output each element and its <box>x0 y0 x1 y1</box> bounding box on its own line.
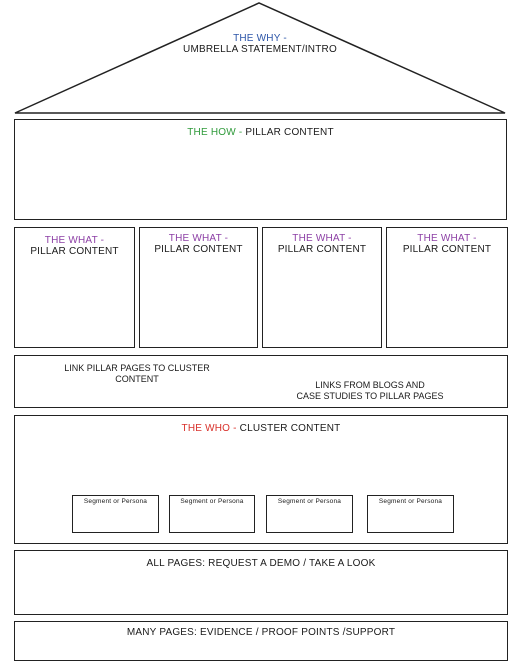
pillar-box-1 <box>14 227 135 348</box>
segment-label: Segment or Persona <box>180 498 244 505</box>
link-left-line2: CONTENT <box>115 373 159 384</box>
how-text: PILLAR CONTENT <box>245 127 334 138</box>
pillar-label: THE WHAT - <box>168 233 229 244</box>
links-box <box>14 355 508 408</box>
many-pages-text: MANY PAGES: EVIDENCE / PROOF POINTS /SUPPORT <box>126 627 396 638</box>
segment-box-1 <box>72 495 159 533</box>
pillar-box-2 <box>139 227 258 348</box>
segment-box-4 <box>367 495 454 533</box>
link-left-text <box>37 363 237 384</box>
who-text: CLUSTER CONTENT <box>239 423 341 434</box>
umbrella-statement: UMBRELLA STATEMENT/INTRO <box>183 44 337 55</box>
segment-label: Segment or Persona <box>378 498 443 505</box>
how-heading: THE HOW <box>187 127 236 138</box>
link-right-line2: CASE STUDIES TO PILLAR PAGES <box>296 390 444 401</box>
pillar-label: THE WHAT - <box>292 233 352 244</box>
pillar-text: PILLAR CONTENT <box>30 246 119 257</box>
who-box <box>14 415 508 544</box>
all-pages-box <box>14 550 508 615</box>
roof-triangle <box>15 3 505 113</box>
how-box <box>14 119 507 220</box>
pillar-label: THE WHAT - <box>417 233 477 244</box>
segment-box-2 <box>169 495 255 533</box>
segment-box-3 <box>266 495 353 533</box>
why-label <box>0 33 520 44</box>
all-pages-text: ALL PAGES: REQUEST A DEMO / TAKE A LOOK <box>146 558 376 569</box>
link-left-line1: LINK PILLAR PAGES TO CLUSTER <box>64 363 210 373</box>
many-pages-box <box>14 621 508 661</box>
who-label <box>15 423 507 434</box>
pillar-text: PILLAR CONTENT <box>277 244 367 255</box>
how-separator: - <box>235 127 246 138</box>
segment-label: Segment or Persona <box>277 498 342 505</box>
pillar-text: PILLAR CONTENT <box>154 244 243 255</box>
link-right-text <box>277 380 463 401</box>
pillar-box-4 <box>386 227 508 348</box>
who-separator: - <box>230 423 240 434</box>
segment-label: Segment or Persona <box>83 498 148 505</box>
pillar-text: PILLAR CONTENT <box>402 244 492 255</box>
pillar-box-3 <box>262 227 382 348</box>
why-heading: THE WHY - <box>233 33 287 44</box>
how-label <box>15 127 506 138</box>
why-text <box>0 44 520 55</box>
pillar-label: THE WHAT - <box>44 235 105 246</box>
who-heading: THE WHO <box>181 423 231 434</box>
link-right-line1: LINKS FROM BLOGS AND <box>315 380 425 390</box>
